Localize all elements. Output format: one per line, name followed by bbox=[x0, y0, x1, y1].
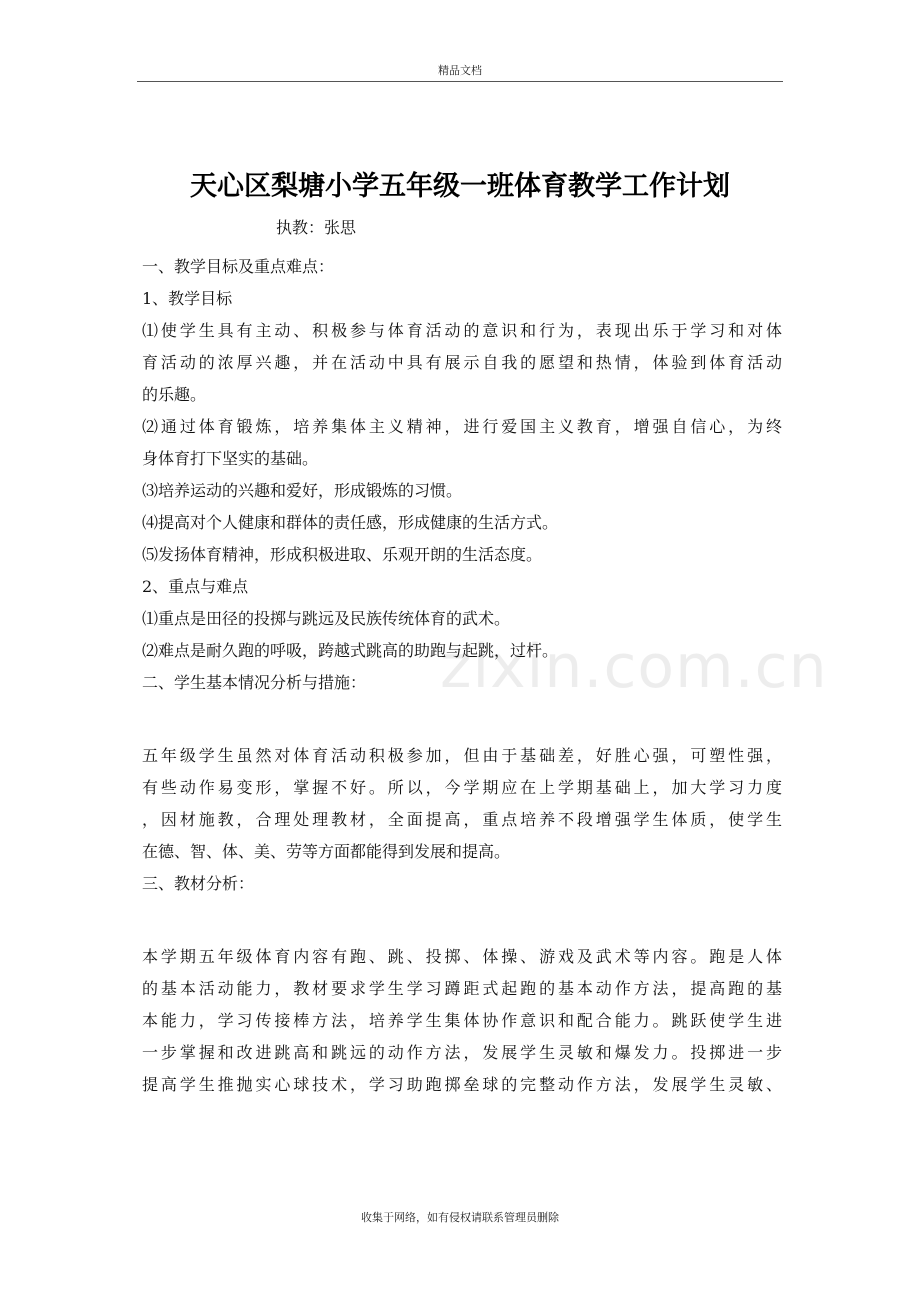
text-line: ⑶培养运动的兴趣和爱好，形成锻炼的习惯。 bbox=[142, 481, 463, 500]
text-line: 一、教学目标及重点难点： bbox=[142, 257, 335, 276]
text-line: 的基本活动能力，教材要求学生学习蹲距式起跑的基本动作方法，提高跑的基 bbox=[142, 979, 782, 998]
footer-label: 收集于网络，如有侵权请联系管理员删除 bbox=[361, 1211, 559, 1224]
text-line: ⑵难点是耐久跑的呼吸，跨越式跳高的助跑与起跳，过杆。 bbox=[142, 641, 559, 660]
text-line: 1、教学目标 bbox=[142, 289, 233, 308]
text-line: 身体育打下坚实的基础。 bbox=[142, 449, 319, 468]
text-line: 五年级学生虽然对体育活动积极参加，但由于基础差，好胜心强，可塑性强， bbox=[142, 746, 782, 765]
text-line: ⑵通过体育锻炼，培养集体主义精神，进行爱国主义教育，增强自信心，为终 bbox=[142, 417, 782, 436]
text-line: 二、学生基本情况分析与措施： bbox=[142, 673, 367, 692]
text-line: ⑸发扬体育精神，形成积极进取、乐观开朗的生活态度。 bbox=[142, 545, 543, 564]
paragraph-gap bbox=[142, 699, 782, 740]
text-line: 育活动的浓厚兴趣，并在活动中具有展示自我的愿望和热情，体验到体育活动 bbox=[142, 353, 782, 372]
text-line: 本学期五年级体育内容有跑、跳、投掷、体操、游戏及武术等内容。跑是人体 bbox=[142, 947, 782, 966]
text-line: 提高学生推抛实心球技术，学习助跑掷垒球的完整动作方法，发展学生灵敏、 bbox=[142, 1075, 782, 1094]
text-line: 一步掌握和改进跳高和跳远的动作方法，发展学生灵敏和爆发力。投掷进一步 bbox=[142, 1043, 782, 1062]
header-label: 精品文档 bbox=[438, 64, 482, 77]
header-divider bbox=[137, 81, 783, 82]
author-line: 执教：张思 bbox=[276, 218, 357, 237]
text-line: ⑴重点是田径的投掷与跳远及民族传统体育的武术。 bbox=[142, 609, 511, 628]
text-line: ⑷提高对个人健康和群体的责任感，形成健康的生活方式。 bbox=[142, 513, 559, 532]
text-line: 三、教材分析： bbox=[142, 874, 255, 893]
text-line: 在德、智、体、美、劳等方面都能得到发展和提高。 bbox=[142, 842, 511, 861]
text-line: 有些动作易变形，掌握不好。所以，今学期应在上学期基础上，加大学习力度 bbox=[142, 778, 782, 797]
paragraph-gap bbox=[142, 900, 782, 941]
text-line: ⑴使学生具有主动、积极参与体育活动的意识和行为，表现出乐于学习和对体 bbox=[142, 321, 782, 340]
text-line: 2、重点与难点 bbox=[142, 577, 249, 596]
text-line: 本能力，学习传接棒方法，培养学生集体协作意识和配合能力。跳跃使学生进 bbox=[142, 1011, 782, 1030]
text-line: 的乐趣。 bbox=[142, 385, 207, 404]
watermark-text: zixin.com.cn bbox=[440, 632, 828, 702]
document-title: 天心区梨塘小学五年级一班体育教学工作计划 bbox=[190, 171, 730, 202]
text-line: ，因材施教，合理处理教材，全面提高，重点培养不段增强学生体质，使学生 bbox=[142, 810, 782, 829]
